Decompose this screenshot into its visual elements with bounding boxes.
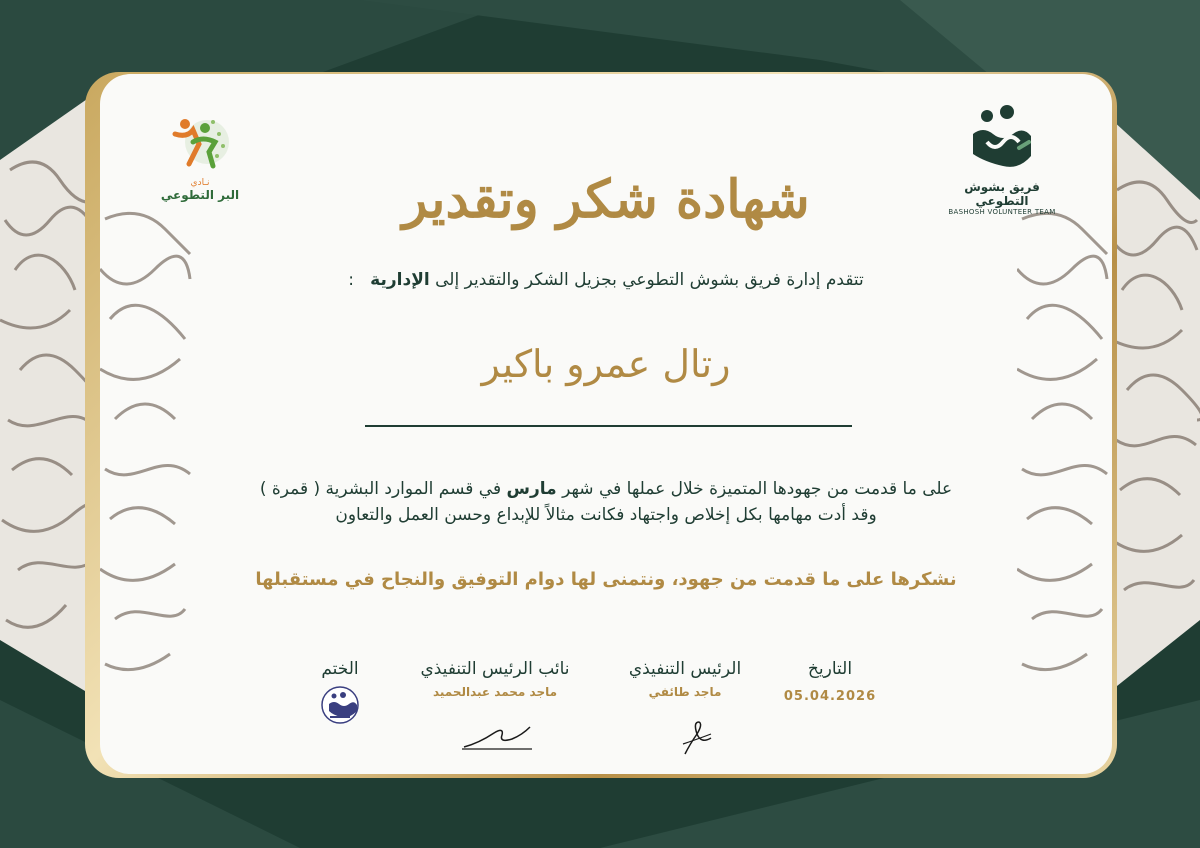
certificate-title: شهادة شكر وتقدير	[402, 169, 810, 230]
body-line1-prefix: على ما قدمت من جهودها المتميزة خلال عملها في شهر	[562, 479, 953, 499]
intro-line	[100, 270, 1112, 290]
al-bir-logo-line1: نـادي	[190, 178, 210, 188]
date-label: التاريخ	[807, 659, 853, 679]
seal-label: الختم	[321, 659, 359, 679]
date-block	[770, 659, 890, 704]
seal-stamp	[320, 685, 360, 725]
body-line-2: وقد أدت مهامها بكل إخلاص واجتهاد فكانت مثالاً للإبداع وحسن العمل والتعاون	[335, 505, 877, 525]
vice-signature	[460, 719, 535, 754]
al-bir-logo-icon	[167, 112, 233, 176]
body-line1-suffix: في قسم الموارد البشرية ( قمرة )	[259, 479, 502, 499]
vice-name: ماجد محمد عبدالحميد	[432, 685, 558, 699]
intro-prefix: تتقدم إدارة فريق بشوش التطوعي بجزيل الشكر والتقدير إلى	[435, 270, 864, 290]
intro-highlight: الإدارية	[370, 270, 430, 290]
bashosh-logo-icon	[967, 104, 1037, 174]
ceo-name: ماجد طائفي	[648, 685, 722, 699]
name-underline	[365, 425, 852, 427]
ceo-label: الرئيس التنفيذي	[628, 659, 742, 679]
right-edge-pattern	[1112, 170, 1200, 640]
ceo-signature	[675, 714, 720, 759]
date-value: 05.04.2026	[783, 689, 877, 704]
vice-block	[400, 659, 590, 699]
bashosh-logo-english: BASHOSH VOLUNTEER TEAM	[948, 208, 1056, 216]
body-month: مارس	[506, 479, 557, 499]
seal-block	[300, 659, 380, 729]
certificate-card	[100, 74, 1112, 774]
intro-suffix: :	[348, 270, 354, 290]
ceo-block	[605, 659, 765, 699]
vice-label: نائب الرئيس التنفيذي	[420, 659, 570, 679]
bashosh-logo-arabic: فريق بشوش التطوعي	[964, 180, 1040, 208]
recipient-name: رتال عمرو باكير	[481, 342, 731, 386]
thanks-line: نشكرها على ما قدمت من جهود، ونتمنى لها دوام التوفيق والنجاح في مستقبلها	[255, 569, 957, 590]
body-line-1	[190, 476, 1022, 502]
al-bir-logo-line2: البر التطوعي	[160, 188, 240, 202]
certificate-body	[190, 476, 1022, 528]
